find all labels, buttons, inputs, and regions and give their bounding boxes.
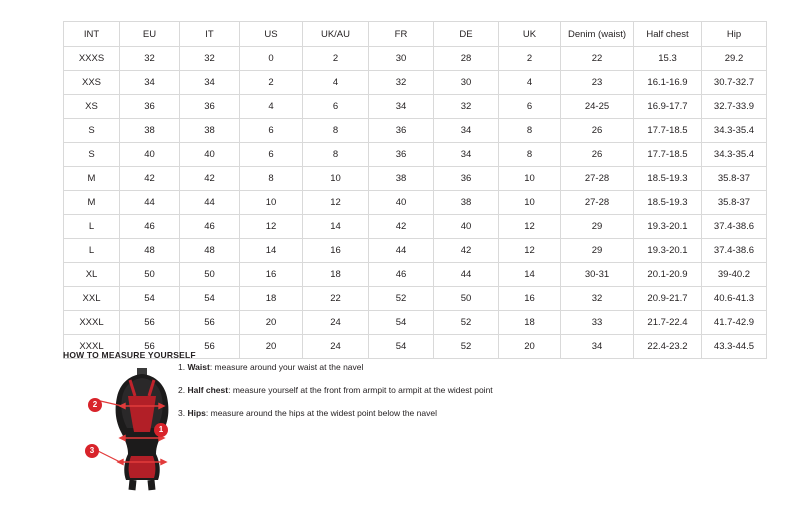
table-row [64, 191, 767, 215]
column-header-half-chest: Half chest [634, 22, 702, 47]
cell-it: 38 [180, 119, 240, 143]
cell-denim-waist: 34 [561, 335, 634, 359]
cell-hip: 30.7-32.7 [702, 71, 767, 95]
cell-half-chest: 18.5-19.3 [634, 191, 702, 215]
cell-uk: 2 [499, 47, 561, 71]
cell-us: 20 [240, 311, 303, 335]
step-term: Hips [187, 408, 206, 418]
cell-half-chest: 17.7-18.5 [634, 119, 702, 143]
cell-fr: 36 [369, 119, 434, 143]
cell-int: XXL [64, 287, 120, 311]
cell-it: 34 [180, 71, 240, 95]
cell-hip: 39-40.2 [702, 263, 767, 287]
measure-step-hips [178, 408, 698, 419]
column-header-de: DE [434, 22, 499, 47]
measure-badge-3: 3 [85, 444, 99, 458]
cell-half-chest: 16.1-16.9 [634, 71, 702, 95]
cell-it: 40 [180, 143, 240, 167]
table-row [64, 215, 767, 239]
cell-half-chest: 18.5-19.3 [634, 167, 702, 191]
cell-hip: 32.7-33.9 [702, 95, 767, 119]
table-row [64, 47, 767, 71]
cell-us: 6 [240, 143, 303, 167]
cell-denim-waist: 24-25 [561, 95, 634, 119]
cell-us: 12 [240, 215, 303, 239]
column-header-eu: EU [120, 22, 180, 47]
cell-it: 36 [180, 95, 240, 119]
cell-int: M [64, 167, 120, 191]
cell-fr: 46 [369, 263, 434, 287]
cell-hip: 35.8-37 [702, 191, 767, 215]
cell-uk: 14 [499, 263, 561, 287]
cell-it: 42 [180, 167, 240, 191]
cell-int: XXXS [64, 47, 120, 71]
cell-denim-waist: 22 [561, 47, 634, 71]
cell-denim-waist: 29 [561, 239, 634, 263]
cell-hip: 29.2 [702, 47, 767, 71]
cell-half-chest: 16.9-17.7 [634, 95, 702, 119]
cell-de: 32 [434, 95, 499, 119]
cell-int: S [64, 143, 120, 167]
cell-uk-au: 2 [303, 47, 369, 71]
cell-hip: 41.7-42.9 [702, 311, 767, 335]
cell-de: 28 [434, 47, 499, 71]
measure-badge-2: 2 [88, 398, 102, 412]
cell-de: 40 [434, 215, 499, 239]
cell-uk: 16 [499, 287, 561, 311]
cell-us: 4 [240, 95, 303, 119]
cell-de: 52 [434, 311, 499, 335]
cell-half-chest: 20.1-20.9 [634, 263, 702, 287]
table-row [64, 143, 767, 167]
cell-it: 56 [180, 311, 240, 335]
cell-eu: 36 [120, 95, 180, 119]
cell-it: 54 [180, 287, 240, 311]
cell-fr: 54 [369, 311, 434, 335]
cell-de: 36 [434, 167, 499, 191]
cell-us: 16 [240, 263, 303, 287]
cell-de: 52 [434, 335, 499, 359]
cell-uk: 8 [499, 143, 561, 167]
cell-uk-au: 24 [303, 335, 369, 359]
cell-us: 2 [240, 71, 303, 95]
cell-fr: 34 [369, 95, 434, 119]
step-term: Half chest [187, 385, 229, 395]
cell-uk: 10 [499, 191, 561, 215]
cell-eu: 42 [120, 167, 180, 191]
cell-half-chest: 21.7-22.4 [634, 311, 702, 335]
cell-uk: 20 [499, 335, 561, 359]
cell-eu: 40 [120, 143, 180, 167]
cell-uk-au: 22 [303, 287, 369, 311]
cell-hip: 34.3-35.4 [702, 143, 767, 167]
cell-it: 32 [180, 47, 240, 71]
cell-eu: 50 [120, 263, 180, 287]
cell-int: XL [64, 263, 120, 287]
cell-eu: 54 [120, 287, 180, 311]
cell-de: 30 [434, 71, 499, 95]
cell-denim-waist: 32 [561, 287, 634, 311]
cell-de: 44 [434, 263, 499, 287]
cell-fr: 44 [369, 239, 434, 263]
cell-us: 0 [240, 47, 303, 71]
cell-half-chest: 19.3-20.1 [634, 239, 702, 263]
cell-denim-waist: 29 [561, 215, 634, 239]
cell-eu: 32 [120, 47, 180, 71]
cell-us: 14 [240, 239, 303, 263]
column-header-uk-au: UK/AU [303, 22, 369, 47]
cell-denim-waist: 23 [561, 71, 634, 95]
cell-denim-waist: 27-28 [561, 191, 634, 215]
cell-us: 8 [240, 167, 303, 191]
table-row [64, 95, 767, 119]
step-number: 1. [178, 362, 186, 372]
cell-fr: 32 [369, 71, 434, 95]
how-to-measure-title: HOW TO MEASURE YOURSELF [63, 350, 196, 360]
cell-uk-au: 18 [303, 263, 369, 287]
cell-it: 44 [180, 191, 240, 215]
cell-it: 48 [180, 239, 240, 263]
cell-half-chest: 15.3 [634, 47, 702, 71]
cell-int: XXXL [64, 311, 120, 335]
cell-half-chest: 19.3-20.1 [634, 215, 702, 239]
cell-fr: 38 [369, 167, 434, 191]
cell-uk-au: 24 [303, 311, 369, 335]
cell-eu: 48 [120, 239, 180, 263]
cell-half-chest: 20.9-21.7 [634, 287, 702, 311]
cell-uk-au: 6 [303, 95, 369, 119]
cell-it: 50 [180, 263, 240, 287]
cell-hip: 34.3-35.4 [702, 119, 767, 143]
cell-uk-au: 12 [303, 191, 369, 215]
step-text: : measure yourself at the front from armpit to armpit at the widest point [228, 385, 493, 395]
cell-de: 50 [434, 287, 499, 311]
cell-denim-waist: 27-28 [561, 167, 634, 191]
table-row [64, 119, 767, 143]
step-text: : measure around your waist at the navel [209, 362, 364, 372]
table-header [64, 22, 767, 47]
cell-uk: 18 [499, 311, 561, 335]
size-conversion-table [63, 21, 767, 359]
step-text: : measure around the hips at the widest point below the navel [205, 408, 437, 418]
step-number: 3. [178, 408, 186, 418]
table-row [64, 287, 767, 311]
cell-uk-au: 16 [303, 239, 369, 263]
cell-fr: 54 [369, 335, 434, 359]
cell-eu: 46 [120, 215, 180, 239]
cell-fr: 42 [369, 215, 434, 239]
cell-uk-au: 10 [303, 167, 369, 191]
cell-fr: 52 [369, 287, 434, 311]
cell-us: 18 [240, 287, 303, 311]
cell-hip: 37.4-38.6 [702, 215, 767, 239]
cell-uk: 10 [499, 167, 561, 191]
column-header-denim-waist: Denim (waist) [561, 22, 634, 47]
column-header-hip: Hip [702, 22, 767, 47]
cell-eu: 38 [120, 119, 180, 143]
cell-us: 10 [240, 191, 303, 215]
column-header-fr: FR [369, 22, 434, 47]
cell-eu: 34 [120, 71, 180, 95]
column-header-uk: UK [499, 22, 561, 47]
cell-hip: 40.6-41.3 [702, 287, 767, 311]
cell-half-chest: 17.7-18.5 [634, 143, 702, 167]
cell-int: XXS [64, 71, 120, 95]
cell-fr: 36 [369, 143, 434, 167]
measure-step-waist [178, 362, 698, 373]
cell-denim-waist: 26 [561, 119, 634, 143]
cell-hip: 37.4-38.6 [702, 239, 767, 263]
cell-de: 42 [434, 239, 499, 263]
cell-uk: 12 [499, 215, 561, 239]
step-number: 2. [178, 385, 186, 395]
cell-it: 46 [180, 215, 240, 239]
column-header-int: INT [64, 22, 120, 47]
measure-steps [178, 362, 698, 431]
size-table-container [63, 21, 755, 359]
cell-hip: 35.8-37 [702, 167, 767, 191]
cell-uk: 12 [499, 239, 561, 263]
table-header-row [64, 22, 767, 47]
cell-uk: 8 [499, 119, 561, 143]
cell-uk: 6 [499, 95, 561, 119]
cell-de: 34 [434, 119, 499, 143]
cell-int: L [64, 239, 120, 263]
cell-uk-au: 4 [303, 71, 369, 95]
cell-int: S [64, 119, 120, 143]
measure-badge-1: 1 [154, 423, 168, 437]
column-header-us: US [240, 22, 303, 47]
table-row [64, 71, 767, 95]
cell-int: XXXL [64, 335, 120, 359]
cell-int: XS [64, 95, 120, 119]
table-row [64, 263, 767, 287]
step-term: Waist [187, 362, 210, 372]
table-row [64, 167, 767, 191]
measure-step-half-chest [178, 385, 698, 396]
cell-uk-au: 8 [303, 143, 369, 167]
cell-half-chest: 22.4-23.2 [634, 335, 702, 359]
table-row [64, 311, 767, 335]
cell-uk-au: 14 [303, 215, 369, 239]
cell-eu: 44 [120, 191, 180, 215]
cell-denim-waist: 30-31 [561, 263, 634, 287]
cell-eu: 56 [120, 311, 180, 335]
cell-int: L [64, 215, 120, 239]
cell-uk-au: 8 [303, 119, 369, 143]
cell-us: 6 [240, 119, 303, 143]
cell-denim-waist: 33 [561, 311, 634, 335]
cell-it: 56 [180, 335, 240, 359]
cell-eu: 56 [120, 335, 180, 359]
table-body [64, 47, 767, 359]
cell-us: 20 [240, 335, 303, 359]
cell-int: M [64, 191, 120, 215]
table-row [64, 239, 767, 263]
cell-de: 38 [434, 191, 499, 215]
column-header-it: IT [180, 22, 240, 47]
cell-fr: 40 [369, 191, 434, 215]
cell-denim-waist: 26 [561, 143, 634, 167]
cell-hip: 43.3-44.5 [702, 335, 767, 359]
cell-fr: 30 [369, 47, 434, 71]
cell-uk: 4 [499, 71, 561, 95]
cell-de: 34 [434, 143, 499, 167]
